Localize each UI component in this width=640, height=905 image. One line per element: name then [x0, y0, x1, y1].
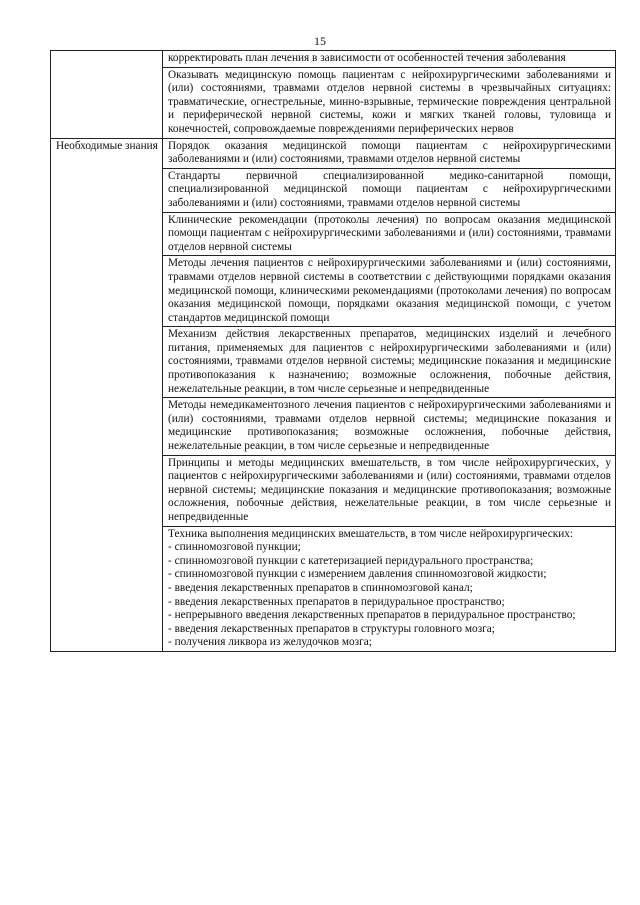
list-item: - введения лекарственных препаратов в структуры головного мозга;	[168, 622, 495, 635]
list-item: - спинномозговой пункции;	[168, 541, 301, 554]
technique-cell	[163, 526, 616, 651]
required-knowledge-label: Необходимые знания	[51, 138, 163, 651]
list-item: - введения лекарственных препаратов в перидуральное пространство;	[168, 595, 505, 608]
technique-intro: Техника выполнения медицинских вмешательств, в том числе нейрохирургических:	[168, 527, 574, 540]
table-row	[51, 51, 616, 68]
knowledge-item: Механизм действия лекарственных препаратов, медицинских изделий и лечебного питания, применяемых для пациентов с нейрохирургическими заболеваниями и (или) состояниями, травмами отделов нервной системы; медицинские показания и медицинские противопоказания к назначению; возможные осложнения, побочные действия, нежелательные реакции, в том числе серьезные и непредвиденные	[163, 327, 616, 398]
knowledge-item: Клинические рекомендации (протоколы лечения) по вопросам оказания медицинской помощи пациентам с нейрохирургическими заболеваниями и (или) состояниями, травмами отделов нервной системы	[163, 212, 616, 256]
knowledge-item: Порядок оказания медицинской помощи пациентам с нейрохирургическими заболеваниями и (или) состояниями, травмами отделов нервной системы	[163, 138, 616, 168]
knowledge-item: Методы лечения пациентов с нейрохирургическими заболеваниями и (или) состояниями, травмами отделов нервной системы в соответствии с действующими порядками оказания медицинской помощи, клиническими рекомендациями (протоколами лечения) по вопросам оказания медицинской помощи, порядками оказания медицинской помощи, с учетом стандартов медицинской помощи	[163, 256, 616, 327]
list-item: - спинномозговой пункции с катетеризацией перидурального пространства;	[168, 554, 534, 567]
list-item: - введения лекарственных препаратов в спинномозговой канал;	[168, 581, 473, 594]
list-item: - получения ликвора из желудочков мозга;	[168, 636, 372, 649]
page-number: 15	[314, 34, 326, 48]
list-item: - спинномозговой пункции с измерением давления спинномозговой жидкости;	[168, 568, 547, 581]
knowledge-item: Принципы и методы медицинских вмешательств, в том числе нейрохирургических, у пациентов с нейрохирургическими заболеваниями и (или) состояниями, травмами отделов нервной системы; медицинские показания и медицинские противопоказания; возможные осложнения, побочные действия, нежелательные реакции, в том числе серьезные и непредвиденные	[163, 455, 616, 526]
row-label-empty	[51, 51, 163, 139]
skill-item: Оказывать медицинскую помощь пациентам с нейрохирургическими заболеваниями и (или) состояниями, травмами отделов нервной системы в чрезвычайных ситуациях: травматические, огнестрельные, минно-взрывные, термические повреждения центральной и периферической нервной системы, кожи и мягких тканей головы, туловища и конечностей, сопровождаемые повреждениями периферических нервов	[163, 67, 616, 138]
knowledge-item: Стандарты первичной специализированной медико-санитарной помощи, специализированной медицинской помощи пациентам с нейрохирургическими заболеваниями и (или) состояниями, травмами отделов нервной системы	[163, 168, 616, 212]
list-item: - непрерывного введения лекарственных препаратов в перидуральное пространство;	[168, 609, 576, 622]
skill-item: корректировать план лечения в зависимости от особенностей течения заболевания	[163, 51, 616, 68]
competency-table	[50, 50, 616, 652]
table-row	[51, 138, 616, 168]
knowledge-item: Методы немедикаментозного лечения пациентов с нейрохирургическими заболеваниями и (или) состояниями, травмами отделов нервной системы; медицинские показания и медицинские противопоказания; возможные осложнения, побочные действия, нежелательные реакции, в том числе серьезные и непредвиденные	[163, 398, 616, 455]
